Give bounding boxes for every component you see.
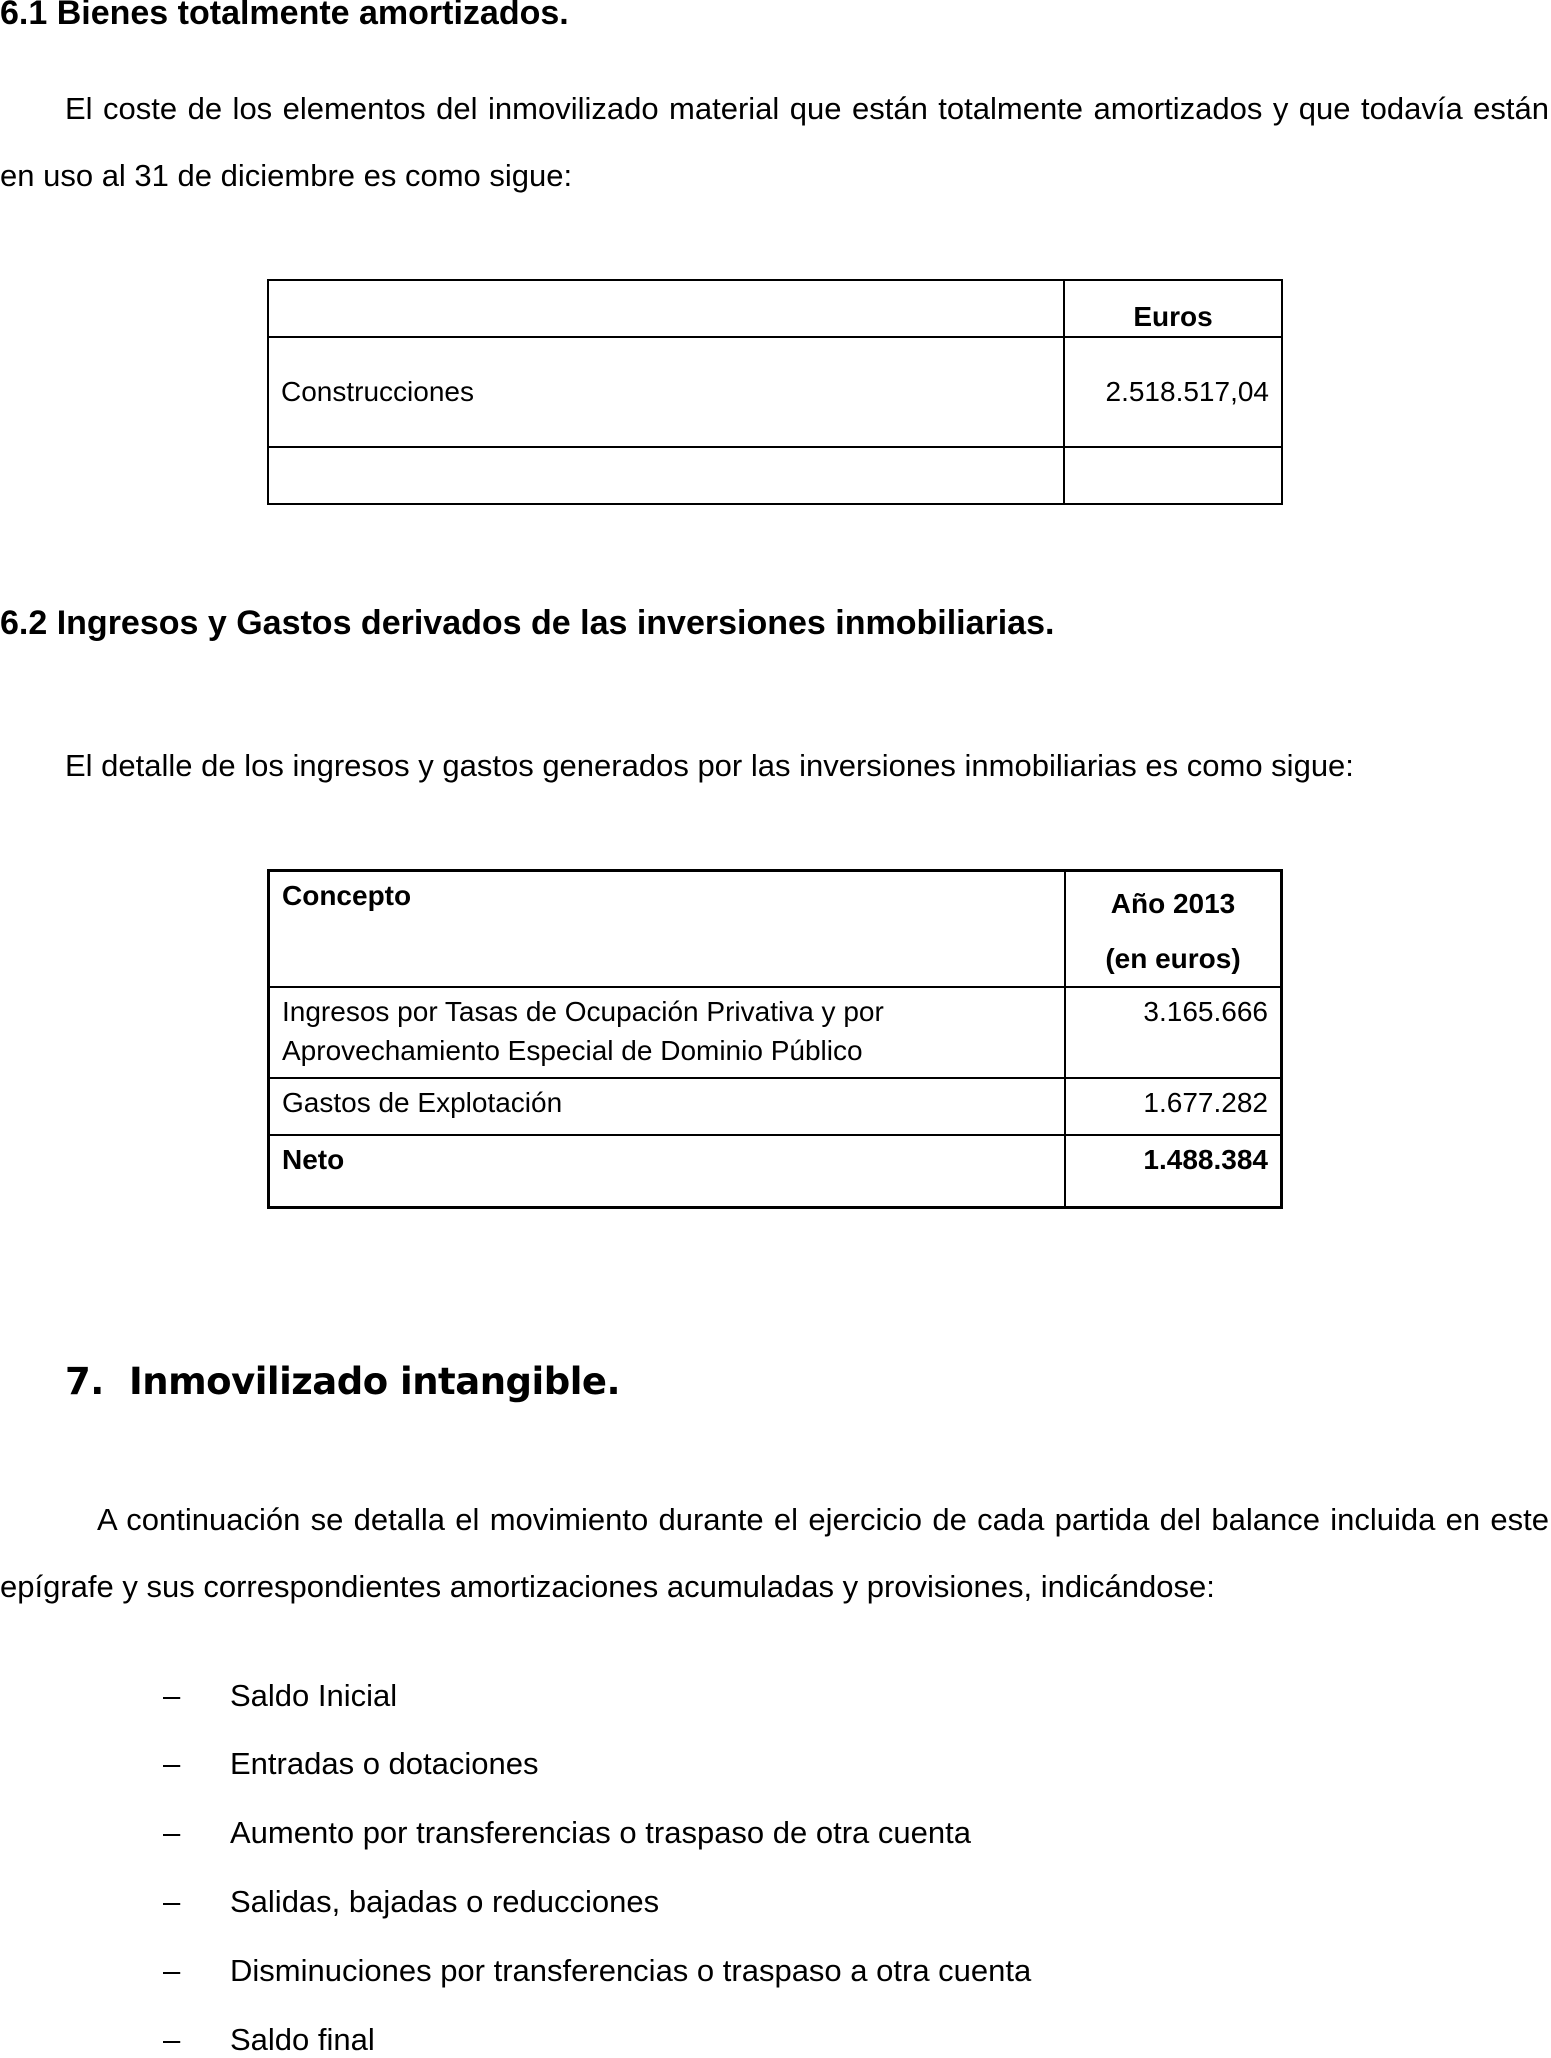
list-dash: – (163, 1953, 181, 1988)
row-label-gastos: Gastos de Explotación (269, 1078, 1066, 1135)
row-value-neto: 1.488.384 (1065, 1135, 1282, 1207)
row-label-ingresos-line2: Aprovechamiento Especial de Dominio Público (282, 1035, 863, 1066)
heading-7 (65, 1360, 620, 1403)
header-concepto: Concepto (269, 871, 1066, 988)
list-item: Disminuciones por transferencias o traspaso a otra cuenta (230, 1953, 1032, 1988)
list-item: Aumento por transferencias o traspaso de otra cuenta (230, 1815, 971, 1850)
table-fully-amortized (267, 279, 1283, 505)
table-header-euros: Euros (1064, 280, 1282, 337)
list-dash: – (163, 2022, 181, 2057)
paragraph-6-1: El coste de los elementos del inmovilizado material que están totalmente amortizados y que todavía están en uso al 31 de diciembre es como sigue: (0, 91, 1549, 193)
list-item: Salidas, bajadas o reducciones (230, 1884, 660, 1919)
header-year-line1: Año 2013 (1110, 888, 1236, 919)
row-label-ingresos (269, 987, 1066, 1078)
row-label-construcciones: Construcciones (268, 337, 1064, 447)
paragraph-6-2: El detalle de los ingresos y gastos generados por las inversiones inmobiliarias es como sigue: (65, 748, 1354, 783)
row-label-ingresos-line1: Ingresos por Tasas de Ocupación Privativa y por (282, 996, 884, 1027)
paragraph-7: A continuación se detalla el movimiento durante el ejercicio de cada partida del balance incluida en este epígrafe y sus correspondientes amortizaciones acumuladas y provisiones, indicándose: (0, 1502, 1549, 1604)
table-row (269, 1135, 1282, 1207)
table-header-row (269, 871, 1282, 988)
table-row-empty (268, 447, 1282, 504)
list-dash: – (163, 1678, 181, 1713)
row-value-construcciones: 2.518.517,04 (1064, 337, 1282, 447)
list-item: Entradas o dotaciones (230, 1746, 539, 1781)
list-item: Saldo final (230, 2022, 375, 2057)
table-header-empty (268, 280, 1064, 337)
heading-7-title: Inmovilizado intangible. (129, 1360, 621, 1403)
header-year (1065, 871, 1282, 988)
heading-7-number: 7. (65, 1360, 104, 1403)
list-dash: – (163, 1815, 181, 1850)
table-row (269, 1078, 1282, 1135)
heading-6-2: 6.2 Ingresos y Gastos derivados de las inversiones inmobiliarias. (0, 604, 1055, 642)
row-value-ingresos: 3.165.666 (1065, 987, 1282, 1078)
list-dash: – (163, 1746, 181, 1781)
list-dash: – (163, 1884, 181, 1919)
empty-cell (1064, 447, 1282, 504)
table-income-expenses (267, 869, 1283, 1209)
empty-cell (268, 447, 1064, 504)
table-row (268, 337, 1282, 447)
header-year-line2: (en euros) (1105, 943, 1241, 974)
heading-6-1: 6.1 Bienes totalmente amortizados. (0, 0, 569, 32)
row-value-gastos: 1.677.282 (1065, 1078, 1282, 1135)
row-label-neto: Neto (269, 1135, 1066, 1207)
table-row (269, 987, 1282, 1078)
list-item: Saldo Inicial (230, 1678, 398, 1713)
table-row (268, 280, 1282, 337)
